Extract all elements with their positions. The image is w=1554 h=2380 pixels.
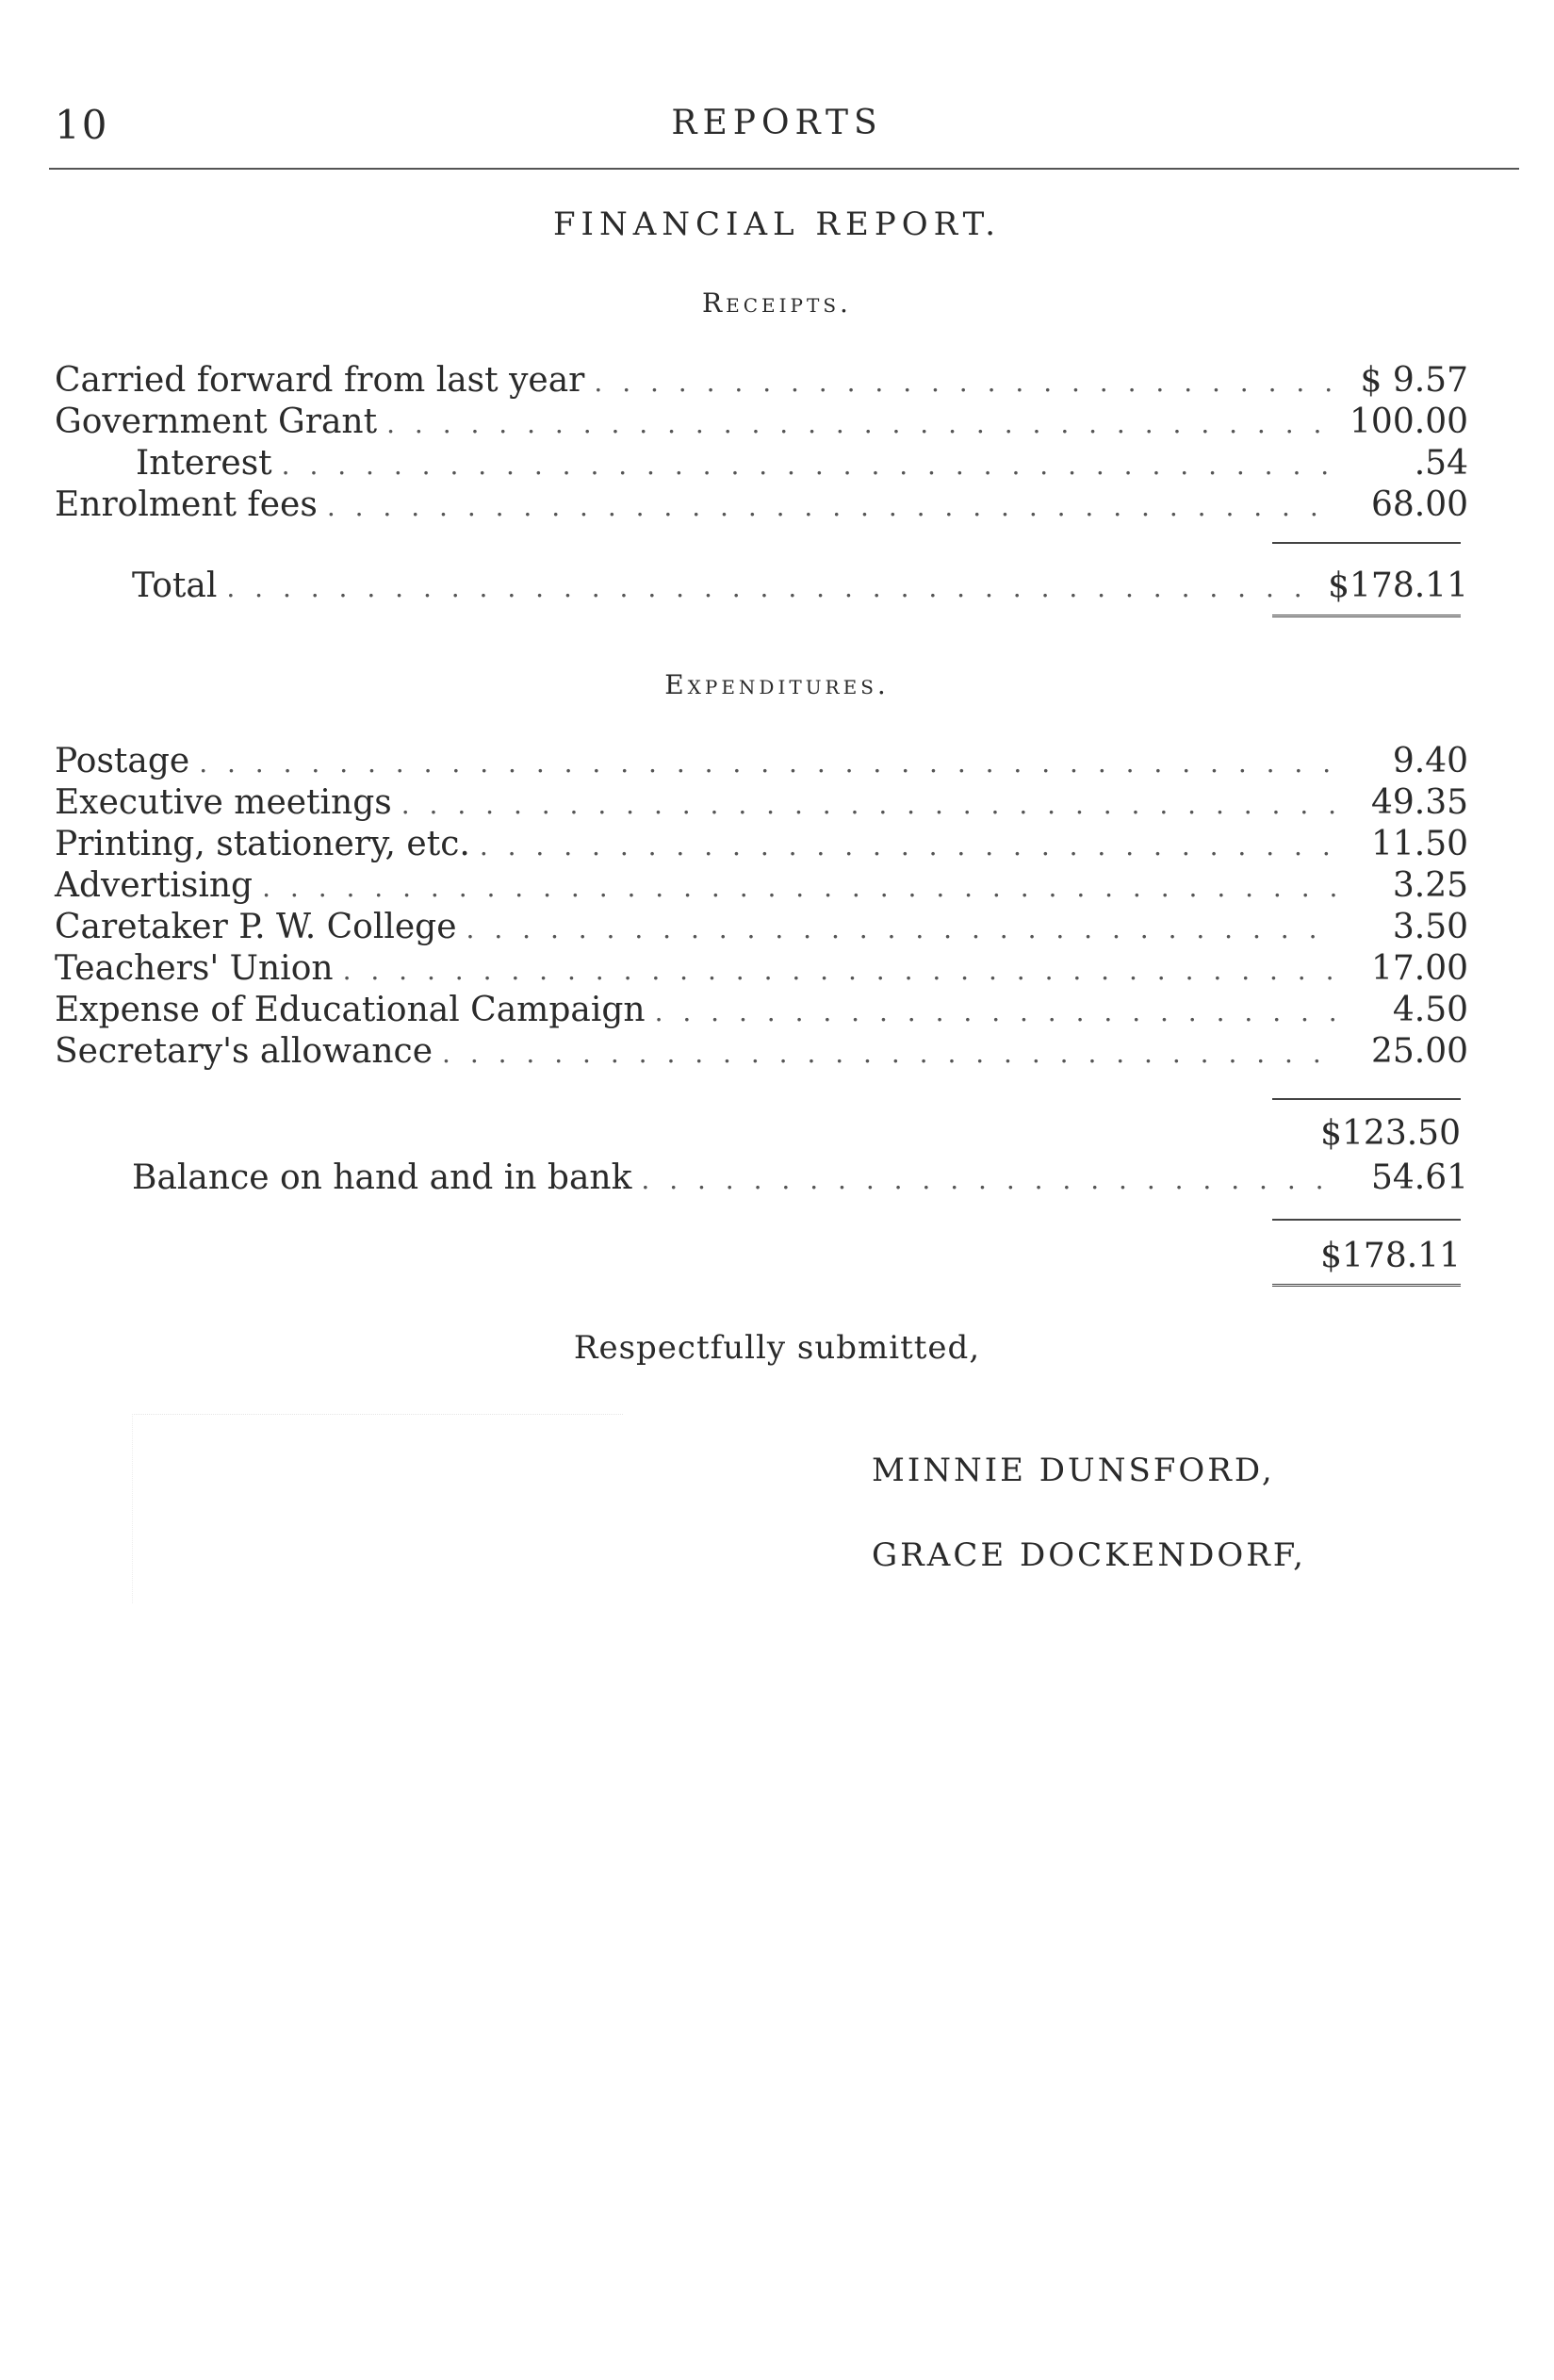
dot-leader bbox=[655, 992, 1336, 1033]
page-number: 10 bbox=[55, 102, 109, 148]
dot-leader bbox=[199, 743, 1336, 784]
total-label: Total bbox=[132, 566, 218, 605]
balance-label: Balance on hand and in bank bbox=[132, 1158, 632, 1197]
expenditure-row bbox=[55, 782, 1468, 824]
receipts-list bbox=[55, 360, 1468, 526]
dot-leader bbox=[466, 909, 1336, 950]
signatory-1: MINNIE DUNSFORD, bbox=[872, 1452, 1275, 1489]
receipts-heading: Receipts. bbox=[702, 287, 852, 319]
receipt-amount: 100.00 bbox=[1350, 402, 1468, 441]
expenditure-amount: 3.25 bbox=[1392, 866, 1468, 905]
receipt-label: Interest bbox=[136, 444, 272, 483]
report-title: FINANCIAL REPORT. bbox=[552, 205, 1002, 243]
balance-section bbox=[55, 1157, 1468, 1199]
expenditure-row bbox=[55, 948, 1468, 990]
expenditure-row bbox=[55, 1031, 1468, 1073]
expenditure-amount: 17.00 bbox=[1370, 949, 1468, 988]
receipts-sum-rule bbox=[1272, 542, 1461, 544]
dot-leader bbox=[442, 1033, 1336, 1075]
expenditure-amount: 4.50 bbox=[1392, 991, 1468, 1029]
receipt-label: Government Grant bbox=[55, 402, 378, 441]
dot-leader bbox=[282, 445, 1336, 486]
faint-stamp-mark bbox=[132, 1414, 623, 1603]
expenditure-label: Printing, stationery, etc. bbox=[55, 825, 470, 863]
dot-leader bbox=[480, 826, 1336, 867]
receipt-row bbox=[55, 484, 1468, 526]
expenditure-amount: 11.50 bbox=[1370, 825, 1468, 863]
balance-row bbox=[55, 1157, 1468, 1199]
total-amount: $178.11 bbox=[1328, 566, 1468, 605]
receipt-row bbox=[55, 360, 1468, 402]
expenditure-row bbox=[55, 741, 1468, 782]
expenditure-amount: 25.00 bbox=[1370, 1032, 1468, 1071]
expenditure-label: Postage bbox=[55, 742, 190, 780]
receipt-amount: 68.00 bbox=[1370, 485, 1468, 524]
expenditure-label: Expense of Educational Campaign bbox=[55, 991, 646, 1029]
expenditure-label: Teachers' Union bbox=[55, 949, 334, 988]
receipt-label: Enrolment fees bbox=[55, 485, 318, 524]
expenditures-list bbox=[55, 741, 1468, 1073]
expenditure-row bbox=[55, 907, 1468, 948]
expenditures-heading: Expenditures. bbox=[664, 669, 890, 700]
signatory-2: GRACE DOCKENDORF, bbox=[872, 1536, 1306, 1574]
receipts-total bbox=[55, 566, 1468, 607]
expenditure-label: Caretaker P. W. College bbox=[55, 908, 457, 946]
expenditure-label: Advertising bbox=[55, 866, 254, 905]
running-title: REPORTS bbox=[671, 104, 883, 142]
expenditure-label: Executive meetings bbox=[55, 783, 392, 822]
dot-leader bbox=[343, 950, 1336, 992]
receipt-row bbox=[55, 402, 1468, 443]
grand-total: $178.11 bbox=[1320, 1237, 1461, 1275]
receipt-amount: .54 bbox=[1414, 444, 1468, 483]
receipt-label: Carried forward from last year bbox=[55, 361, 585, 400]
grand-total-rule bbox=[1272, 1219, 1461, 1221]
dot-leader bbox=[386, 403, 1336, 445]
expenditure-label: Secretary's allowance bbox=[55, 1032, 433, 1071]
dot-leader bbox=[641, 1159, 1336, 1201]
receipt-row bbox=[55, 443, 1468, 484]
receipt-amount: $ 9.57 bbox=[1360, 361, 1468, 400]
dot-leader bbox=[327, 486, 1336, 528]
dot-leader bbox=[401, 784, 1336, 826]
dot-leader bbox=[262, 867, 1336, 909]
expenditures-subtotal: $123.50 bbox=[1320, 1114, 1461, 1153]
balance-amount: 54.61 bbox=[1370, 1158, 1468, 1197]
expenditure-row bbox=[55, 865, 1468, 907]
expenditure-row bbox=[55, 990, 1468, 1031]
dot-leader bbox=[226, 567, 1318, 609]
expenditures-sum-rule bbox=[1272, 1098, 1461, 1100]
dot-leader bbox=[594, 362, 1336, 403]
grand-total-double-rule bbox=[1272, 1284, 1461, 1290]
closing-line: Respectfully submitted, bbox=[573, 1329, 981, 1367]
header-rule bbox=[49, 168, 1519, 170]
expenditure-row bbox=[55, 824, 1468, 865]
expenditure-amount: 3.50 bbox=[1392, 908, 1468, 946]
receipts-total-double-rule bbox=[1272, 615, 1461, 621]
total-row bbox=[55, 566, 1468, 607]
expenditure-amount: 9.40 bbox=[1392, 742, 1468, 780]
expenditure-amount: 49.35 bbox=[1370, 783, 1468, 822]
